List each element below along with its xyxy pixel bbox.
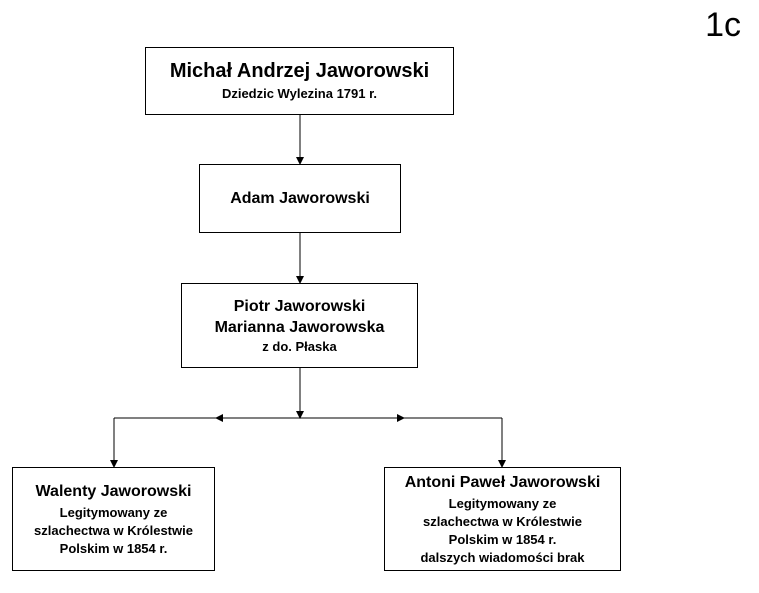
node-antoni-name: Antoni Paweł Jaworowski	[404, 473, 601, 491]
node-piotr-line3: z do. Płaska	[262, 338, 337, 354]
node-michal-note: Dziedzic Wylezina 1791 r.	[221, 86, 378, 101]
node-antoni-line1: Legitymowany ze	[448, 495, 557, 511]
node-michal-name: Michał Andrzej Jaworowski	[169, 60, 430, 82]
node-antoni-line2: szlachectwa w Królestwie	[423, 513, 582, 529]
node-piotr	[181, 283, 418, 368]
node-walenty-line3: Polskim w 1854 r.	[59, 540, 168, 556]
node-antoni-line3: Polskim w 1854 r.	[448, 531, 557, 547]
page-number-label: 1c	[705, 6, 741, 44]
node-walenty-line2: szlachectwa w Królestwie	[34, 522, 193, 538]
node-adam-name: Adam Jaworowski	[230, 190, 370, 207]
node-michal	[145, 47, 454, 115]
node-piotr-line2: Marianna Jaworowska	[214, 318, 385, 336]
node-walenty-line1: Legitymowany ze	[59, 504, 168, 520]
node-adam	[199, 164, 401, 233]
node-piotr-line1: Piotr Jaworowski	[233, 297, 366, 315]
node-walenty-name: Walenty Jaworowski	[35, 482, 192, 500]
node-antoni-line4: dalszych wiadomości brak	[420, 549, 585, 565]
node-antoni	[384, 467, 621, 571]
node-walenty	[12, 467, 215, 571]
